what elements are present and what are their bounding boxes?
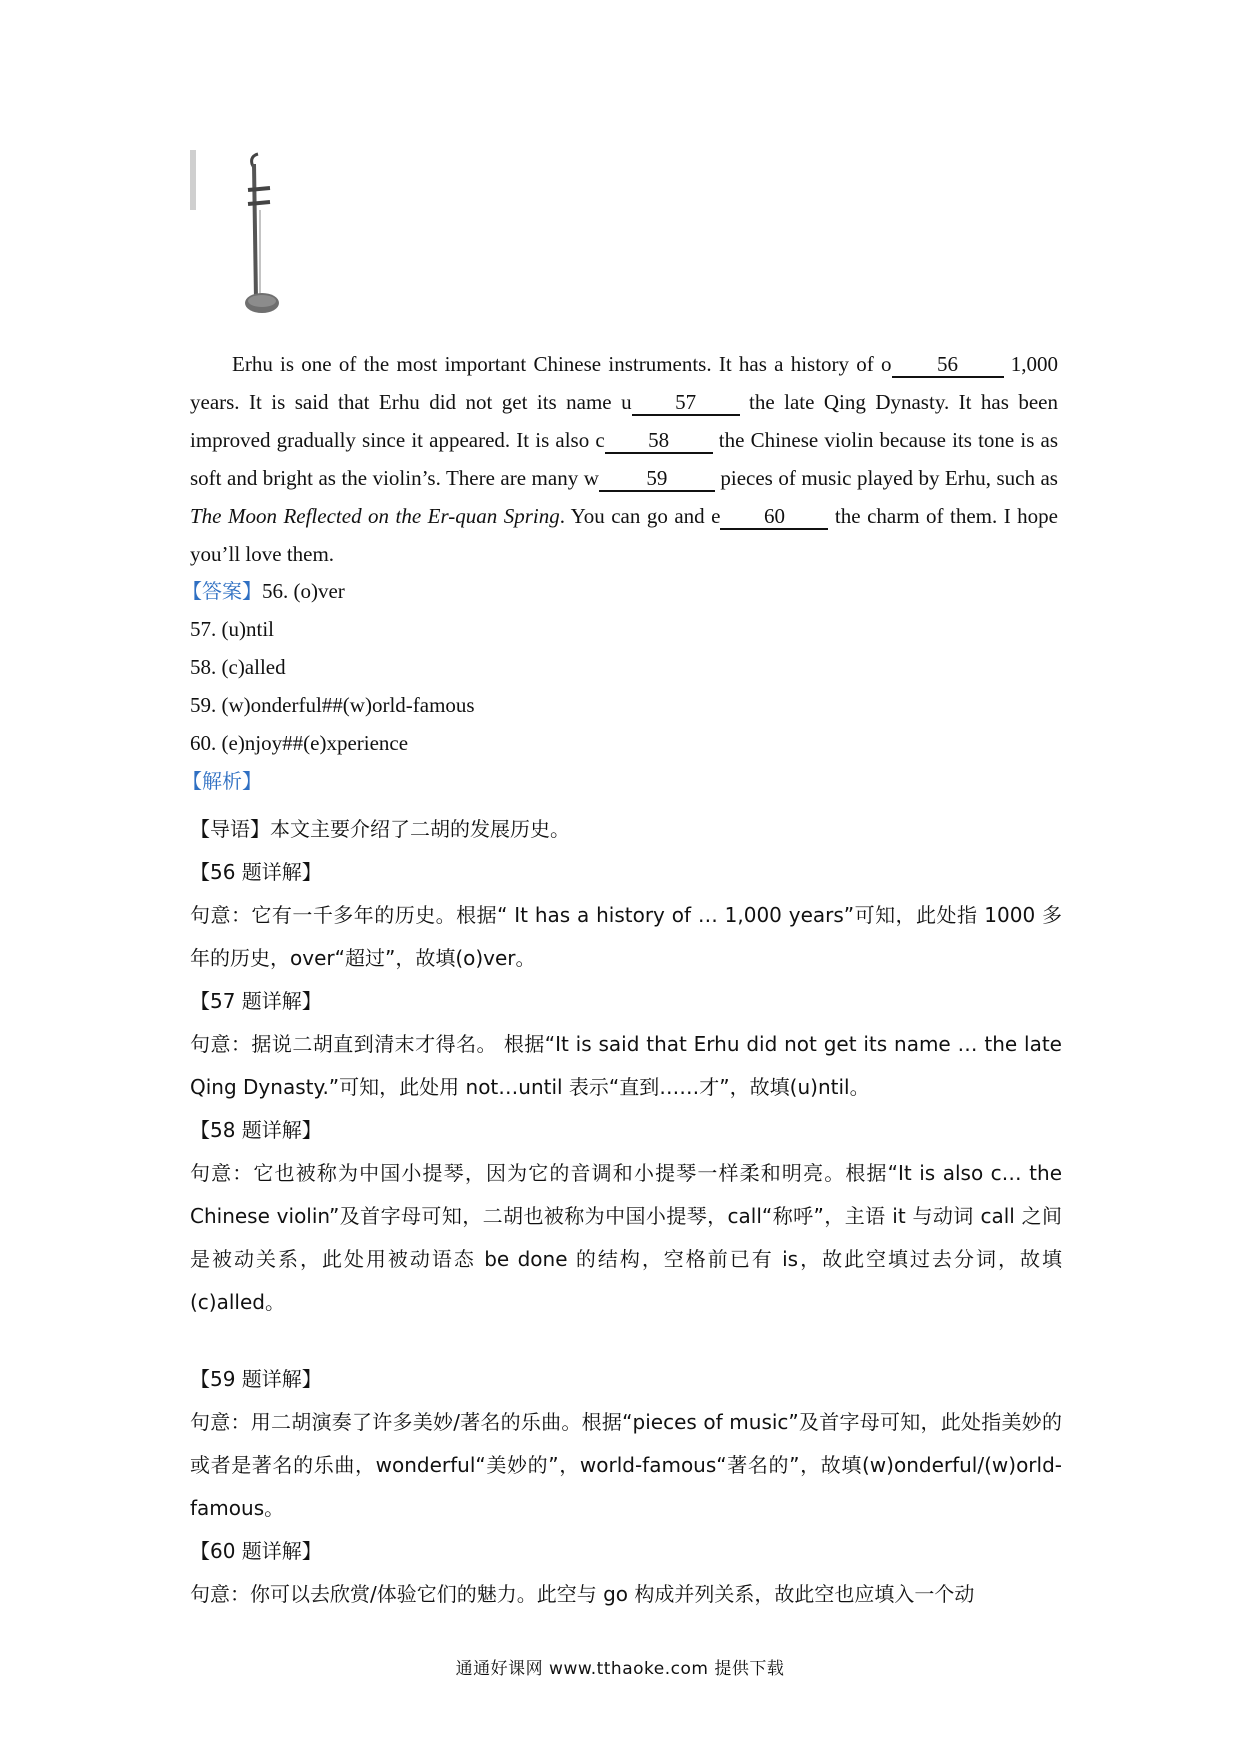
explanation-57: 句意：据说二胡直到清末才得名。 根据“It is said that Erhu did not get its name … the late Qing Dynasty.”可知，此处用 not…until 表示“直到……才”，故填(u)ntil。 — [190, 1032, 1062, 1099]
analysis-tag: 【解析】 — [182, 769, 262, 793]
music-title: The Moon Reflected on the Er-quan Spring — [190, 504, 560, 528]
heading-60: 【60 题详解】 — [190, 1539, 322, 1563]
cloze-passage — [190, 345, 1058, 573]
blank-57: 57 — [632, 390, 740, 416]
heading-58: 【58 题详解】 — [190, 1118, 322, 1142]
explanation-60: 句意：你可以去欣赏/体验它们的魅力。此空与 go 构成并列关系，故此空也应填入一个动 — [190, 1582, 975, 1606]
analysis-intro: 【导语】本文主要介绍了二胡的发展历史。 — [190, 817, 570, 841]
heading-56: 【56 题详解】 — [190, 860, 322, 884]
passage-paragraph — [190, 345, 1058, 573]
erhu-instrument-icon — [190, 150, 280, 325]
passage-text: the charm of them. I hope you’ll love them. — [190, 504, 1059, 566]
passage-text: 1,000 years. It is said that Erhu did not get its name u — [190, 352, 1059, 414]
heading-57: 【57 题详解】 — [190, 989, 322, 1013]
passage-text: Erhu is one of the most important Chinese instruments. It has a history of o — [232, 352, 892, 376]
answer-58: 58. (c)alled — [190, 655, 286, 679]
explanation-56: 句意：它有一千多年的历史。根据“ It has a history of … 1,000 years”可知，此处指 1000 多年的历史，over“超过”，故填(o)ver。 — [190, 903, 1062, 970]
page-footer: 通通好课网 www.tthaoke.com 提供下载 — [455, 1659, 785, 1679]
analysis-section — [182, 808, 1062, 1616]
blank-58: 58 — [605, 428, 713, 454]
answer-tag: 【答案】 — [182, 579, 262, 603]
answer-56: 56. (o)ver — [262, 579, 345, 603]
heading-59: 【59 题详解】 — [190, 1367, 322, 1391]
answer-57: 57. (u)ntil — [190, 617, 274, 641]
blank-60: 60 — [720, 504, 828, 530]
blank-59: 59 — [599, 466, 715, 492]
answer-section — [182, 572, 1062, 800]
passage-text: the Chinese violin because its tone is as soft and bright as the violin’s. There are many w — [190, 428, 1058, 490]
passage-text: the late Qing Dynasty. It has been improved gradually since it appeared. It is also c — [190, 390, 1059, 452]
answer-59: 59. (w)onderful##(w)orld-famous — [190, 693, 475, 717]
passage-text: pieces of music played by Erhu, such as — [714, 466, 1058, 490]
answer-60: 60. (e)njoy##(e)xperience — [190, 731, 409, 755]
spacer — [182, 1324, 1062, 1358]
explanation-59: 句意：用二胡演奏了许多美妙/著名的乐曲。根据“pieces of music”及首字母可知，此处指美妙的或者是著名的乐曲，wonderful“美妙的”，world-famous“著名的”，故填(w)onderful/(w)orld-famous。 — [190, 1410, 1062, 1520]
passage-text: . You can go and e — [559, 504, 721, 528]
blank-56: 56 — [892, 352, 1004, 378]
explanation-58: 句意：它也被称为中国小提琴，因为它的音调和小提琴一样柔和明亮。根据“It is also c… the Chinese violin”及首字母可知，二胡也被称为中国小提琴，call“称呼”，主语 it 与动词 call 之间是被动关系，此处用被动语态 be done 的结构，空格前已有 is，故此空填过去分词，故填(c)alled。 — [190, 1161, 1062, 1314]
